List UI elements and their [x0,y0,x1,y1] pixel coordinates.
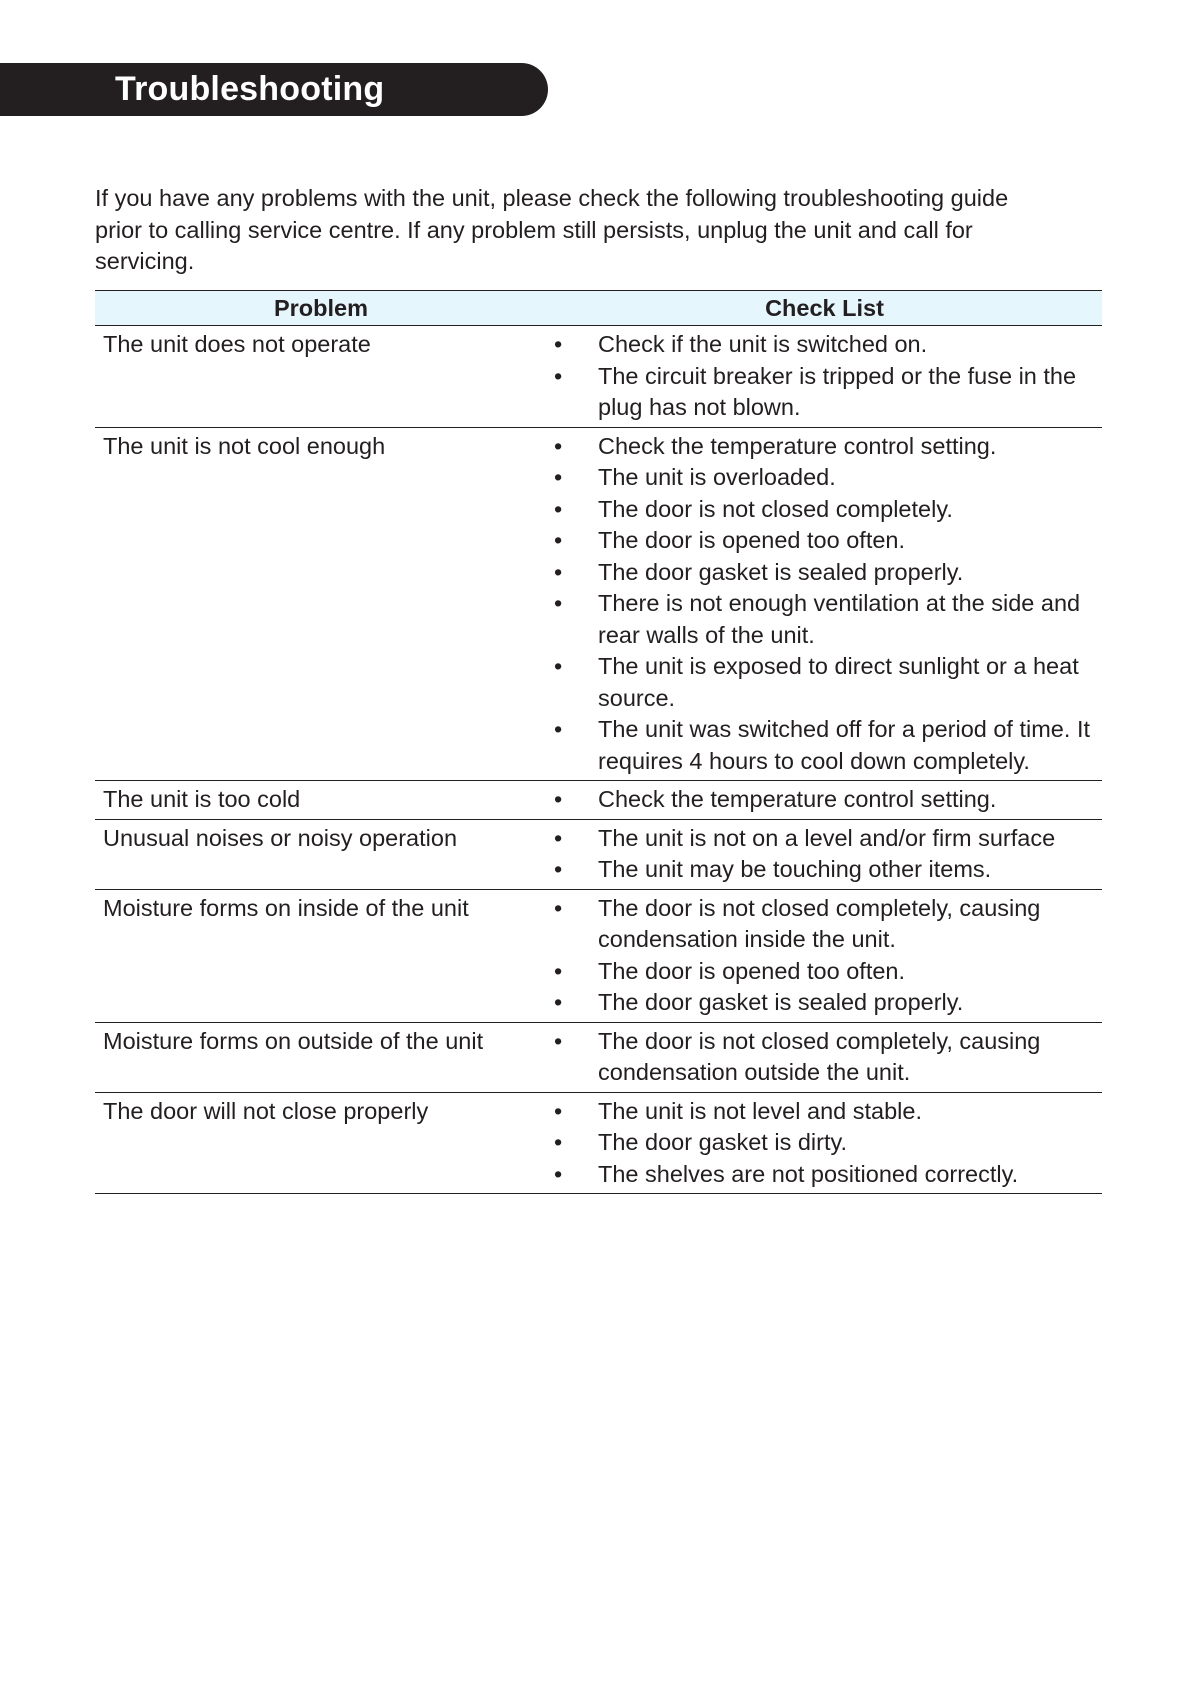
check-list-item: • There is not enough ventilation at the side and rear walls of the unit. [555,588,1102,651]
problem-cell: The door will not close properly [103,1097,429,1124]
table-row [95,326,1102,428]
check-list-item: • The door is not closed completely, causing condensation inside the unit. [555,893,1102,956]
table-row [95,1022,1102,1092]
section-title-bar [0,63,548,116]
check-list [555,1026,1102,1089]
table-header [95,291,1102,326]
check-list [555,1096,1102,1191]
check-list-item: • The door is opened too often. [555,956,1102,988]
table-body [95,326,1102,1194]
check-list-cell [547,781,1102,820]
intro-line: servicing. [95,248,195,274]
check-list-cell [547,889,1102,1022]
check-list-item: • Check the temperature control setting. [555,784,1102,816]
intro-paragraph [95,183,1095,278]
check-list-item: • The door is not closed completely, causing condensation outside the unit. [555,1026,1102,1089]
check-list-cell [547,1092,1102,1194]
check-list-item: • The door is opened too often. [555,525,1102,557]
check-list-item: • Check the temperature control setting. [555,431,1102,463]
check-list-item: • The circuit breaker is tripped or the fuse in the plug has not blown. [555,361,1102,424]
check-list [555,893,1102,1019]
troubleshooting-table [95,290,1102,1194]
check-list-cell [547,326,1102,428]
check-list-item: • Check if the unit is switched on. [555,329,1102,361]
table-row [95,1092,1102,1194]
check-list-item: • The unit is not level and stable. [555,1096,1102,1128]
check-list [555,823,1102,886]
check-list-item: • The unit is not on a level and/or firm surface [555,823,1102,855]
table-row [95,781,1102,820]
check-list-item: • The unit is exposed to direct sunlight or a heat source. [555,651,1102,714]
table-row [95,427,1102,781]
problem-cell: The unit is not cool enough [103,432,386,459]
check-list-item: • The unit may be touching other items. [555,854,1102,886]
table-row [95,819,1102,889]
problem-cell: Unusual noises or noisy operation [103,824,458,851]
table-row [95,889,1102,1022]
check-list-cell [547,819,1102,889]
page-title: Troubleshooting [115,70,385,108]
problem-cell: Moisture forms on inside of the unit [103,894,469,921]
intro-line: prior to calling service centre. If any problem still persists, unplug the unit and call for [95,216,973,243]
problem-cell: The unit does not operate [103,331,371,357]
check-list-item: • The door gasket is sealed properly. [555,557,1102,589]
intro-line: If you have any problems with the unit, please check the following troubleshooting guide [95,185,1009,211]
column-header-problem: Problem [95,291,547,326]
check-list-item: • The unit was switched off for a period of time. It requires 4 hours to cool down completely. [555,714,1102,777]
check-list-item: • The door gasket is sealed properly. [555,987,1102,1019]
table-header-row [95,291,1102,326]
column-header-check-list: Check List [547,291,1102,326]
problem-cell: Moisture forms on outside of the unit [103,1027,484,1054]
check-list-item: • The door is not closed completely. [555,494,1102,526]
check-list-cell [547,1022,1102,1092]
check-list-item: • The shelves are not positioned correctly. [555,1159,1102,1191]
check-list [555,329,1102,424]
problem-cell: The unit is too cold [103,786,301,812]
check-list [555,431,1102,778]
check-list-item: • The unit is overloaded. [555,462,1102,494]
check-list-cell [547,427,1102,781]
check-list [555,784,1102,816]
check-list-item: • The door gasket is dirty. [555,1127,1102,1159]
